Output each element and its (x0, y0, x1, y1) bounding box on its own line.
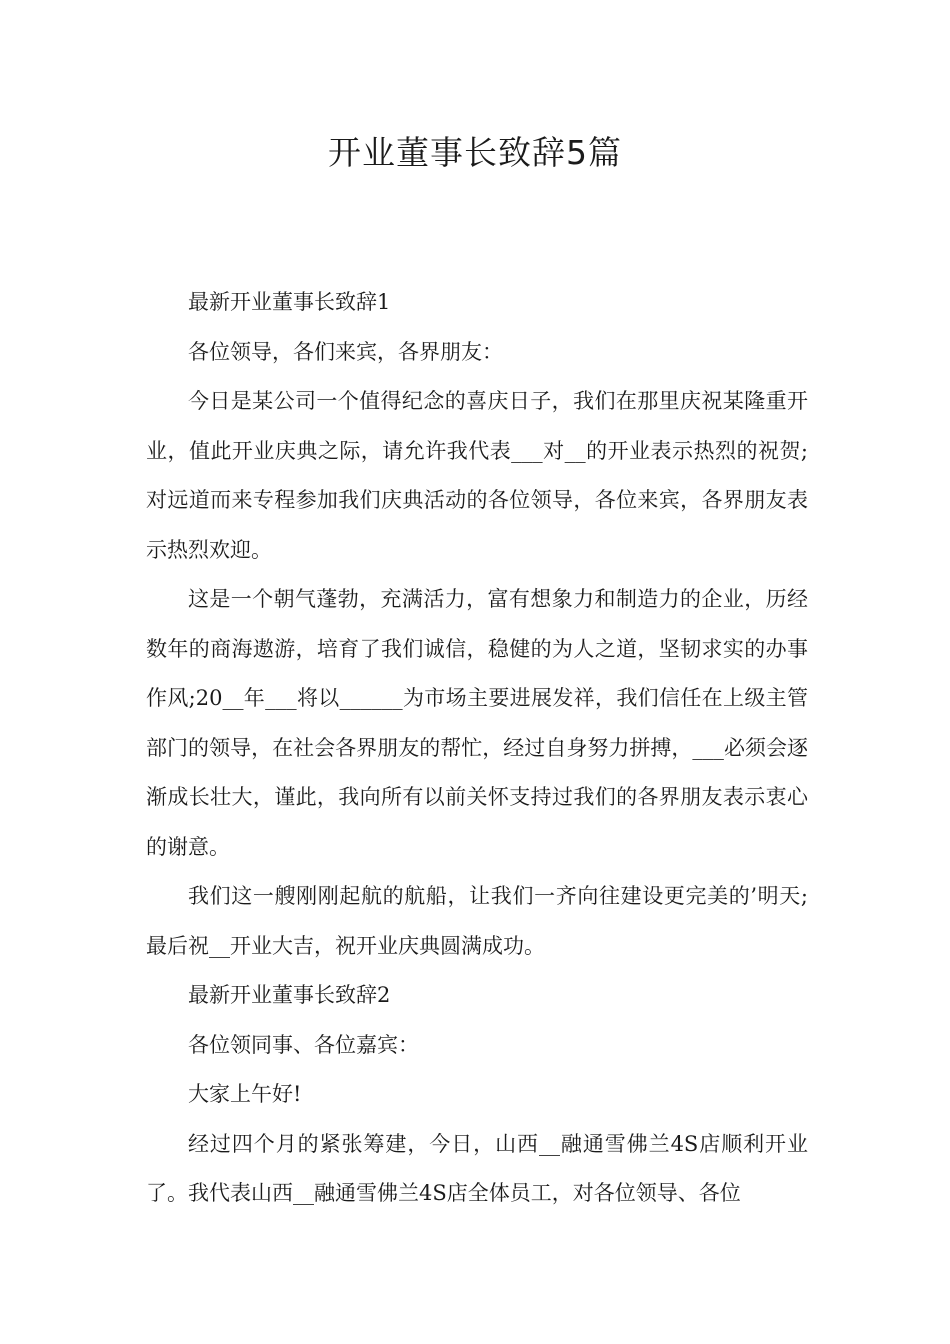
section-heading-2: 最新开业董事长致辞2 (188, 983, 391, 1007)
body-paragraph: 这是一个朝气蓬勃，充满活力，富有想象力和制造力的企业，历经数年的商海遨游，培育了我们诚信，稳健的为人之道，坚韧求实的办事作风;20__年___将以______为市场主要进展发祥，我们信任在上级主管部门的领导，在社会各界朋友的帮忙，经过自身努力拼搏，___必须会逐渐成长壮大，谨此，我向所有以前关怀支持过我们的各界朋友表示衷心的谢意。 (146, 587, 808, 859)
document-body (146, 278, 808, 1219)
body-paragraph: 经过四个月的紧张筹建，今日，山西__融通雪佛兰4S店顺利开业了。我代表山西__融通雪佛兰4S店全体员工，对各位领导、各位 (146, 1131, 808, 1205)
greeting: 大家上午好! (188, 1082, 302, 1106)
salutation-1: 各位领导，各们来宾，各界朋友： (188, 339, 503, 364)
body-paragraph: 今日是某公司一个值得纪念的喜庆日子，我们在那里庆祝某隆重开业，值此开业庆典之际，请允许我代表___对__的开业表示热烈的祝贺;对远道而来专程参加我们庆典活动的各位领导，各位来宾，各界朋友表示热烈欢迎。 (146, 389, 808, 562)
salutation-2: 各位领同事、各位嘉宾： (188, 1032, 419, 1057)
document-title: 开业董事长致辞5篇 (328, 133, 622, 172)
body-paragraph: 我们这一艘刚刚起航的航船，让我们一齐向往建设更完美的’明天;最后祝__开业大吉，祝开业庆典圆满成功。 (146, 884, 808, 958)
section-heading-1: 最新开业董事长致辞1 (188, 290, 391, 314)
